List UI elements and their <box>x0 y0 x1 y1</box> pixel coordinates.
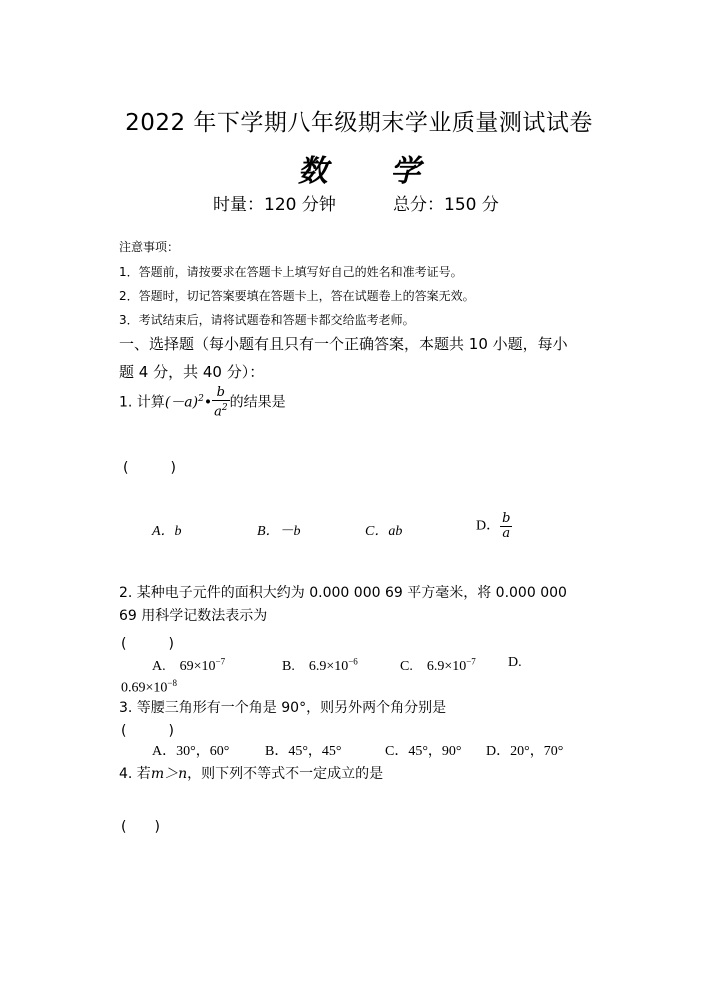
q1-numerator: b <box>212 386 230 401</box>
q2-answer-paren: ( ) <box>121 636 174 652</box>
note-item: 3．考试结束后，请将试题卷和答题卡都交给监考老师。 <box>119 313 415 327</box>
q2-option-a: A. $69\times 10^{-7}$ <box>152 656 226 674</box>
q1-option-d-fraction: $\frac{b}{a}$ <box>502 511 511 541</box>
q4-suffix: ，则下列不等式不一定成立的是 <box>187 766 384 782</box>
q4-answer-paren: ( ) <box>121 819 160 835</box>
q1-suffix: 的结果是 <box>229 394 286 411</box>
q1-dot: • <box>203 394 213 411</box>
q1-denominator: $a^2$ <box>214 403 228 420</box>
section-heading: 一、选择题（每小题有且只有一个正确答案，本题共 10 小题，每小 <box>119 335 568 353</box>
q1-exp: 2 <box>198 394 204 405</box>
note-item: 2．答题时，切记答案要填在答题卡上，答在试题卷上的答案无效。 <box>119 289 475 303</box>
q1-option-b: B．－b <box>257 524 301 539</box>
q1-answer-paren: ( ) <box>123 460 176 476</box>
q2-option-d: D. <box>508 655 522 670</box>
q1-fraction <box>212 386 230 419</box>
q1-base: (－a) <box>164 394 199 411</box>
q3-option-b: B．45°，45° <box>265 744 342 759</box>
question-4 <box>119 763 383 783</box>
q3-option-c: C．45°，90° <box>385 744 462 759</box>
subject-title: 数 学 <box>297 154 447 189</box>
question-2-cont: 69 用科学记数法表示为 <box>119 608 268 624</box>
q2-option-d-value: $0.69\times 10^{-8}$ <box>121 678 177 696</box>
q1-option-c: C．ab <box>365 524 403 539</box>
q3-option-d: D．20°，70° <box>486 744 564 759</box>
q4-prefix: 4. 若 <box>119 766 151 782</box>
q3-answer-paren: ( ) <box>121 723 174 739</box>
q3-option-a: A．30°，60° <box>152 744 230 759</box>
total-score: 总分：150 分 <box>393 195 499 215</box>
question-2: 2. 某种电子元件的面积大约为 0.000 000 69 平方毫米，将 0.000 000 <box>119 585 567 601</box>
exam-title: 2022 年下学期八年级期末学业质量测试试卷 <box>125 110 593 136</box>
q1-option-a: A．b <box>152 524 182 539</box>
q1-option-d <box>476 512 512 541</box>
q2-option-b: B. $6.9\times 10^{-6}$ <box>282 656 358 674</box>
q1-prefix: 1. 计算 <box>119 394 165 411</box>
question-1 <box>119 386 286 419</box>
q2-option-c: C. $6.9\times 10^{-7}$ <box>400 656 476 674</box>
section-heading-cont: 题 4 分，共 40 分）： <box>119 363 265 381</box>
notes-heading: 注意事项： <box>119 240 180 254</box>
note-item: 1．答题前，请按要求在答题卡上填写好自己的姓名和准考证号。 <box>119 265 463 279</box>
q4-expr: m＞n <box>150 766 188 782</box>
time-limit: 时量：120 分钟 <box>213 195 336 215</box>
question-3: 3. 等腰三角形有一个角是 90°，则另外两个角分别是 <box>119 700 447 716</box>
q1-option-d-label: D． <box>476 518 501 534</box>
